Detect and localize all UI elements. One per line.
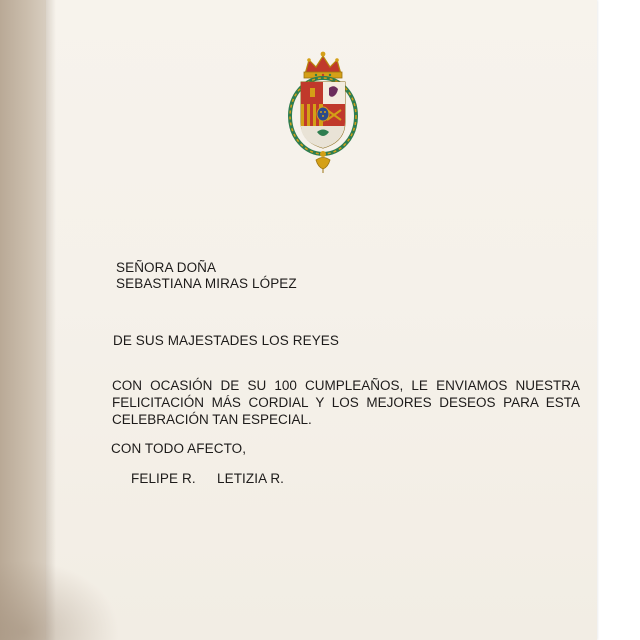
closing-line: CON TODO AFECTO, bbox=[111, 441, 247, 456]
sender-line: DE SUS MAJESTADES LOS REYES bbox=[113, 333, 340, 348]
recipient-title: SEÑORA DOÑA bbox=[116, 260, 217, 275]
signature-felipe: FELIPE R. bbox=[131, 471, 196, 486]
signature-letizia: LETIZIA R. bbox=[217, 471, 285, 486]
paper-edge-shadow bbox=[46, 0, 56, 640]
finger-blur bbox=[0, 560, 120, 640]
shield-icon bbox=[301, 82, 345, 148]
royal-coat-of-arms-icon bbox=[283, 50, 363, 174]
recipient-name: SEBASTIANA MIRAS LÓPEZ bbox=[116, 276, 297, 291]
background-table bbox=[0, 0, 48, 640]
letter-body: CON OCASIÓN DE SU 100 CUMPLEAÑOS, LE ENVIAMOS NUESTRA FELICITACIÓN MÁS CORDIAL Y LOS MEJORES DESEOS PARA ESTA CELEBRACIÓN TAN ESPECIAL. bbox=[112, 378, 580, 427]
crown-icon bbox=[304, 52, 342, 78]
